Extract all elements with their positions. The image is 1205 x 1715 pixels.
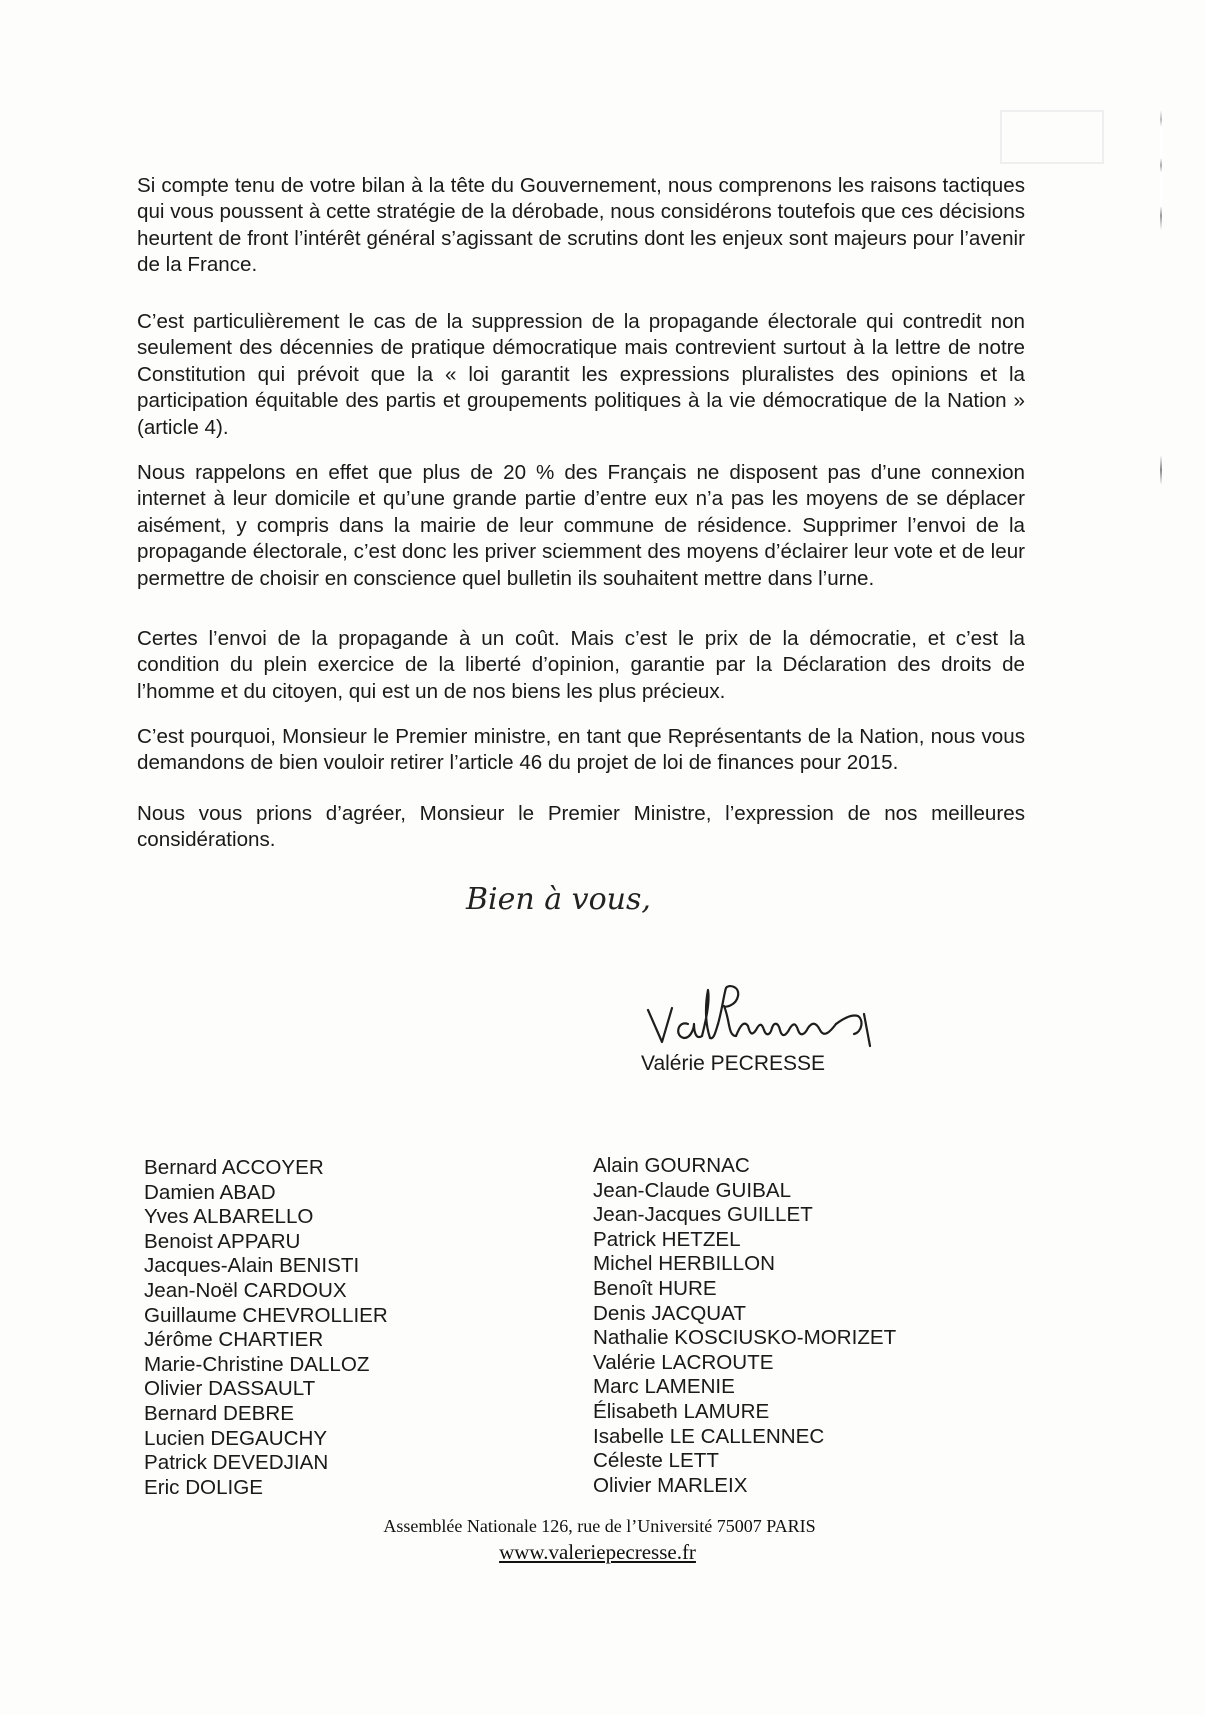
cosigner-name: Lucien DEGAUCHY	[144, 1426, 328, 1450]
cosigner-name: Jérôme CHARTIER	[144, 1328, 324, 1352]
cosigner-name: Olivier DASSAULT	[144, 1377, 316, 1401]
cosigner-name: Isabelle LE CALLENNEC	[593, 1424, 825, 1448]
scan-edge-marks	[1160, 110, 1162, 230]
cosigner-name: Benoist APPARU	[144, 1229, 301, 1253]
signer-name: Valérie PECRESSE	[641, 1052, 826, 1075]
cosigner-name: Marc LAMENIE	[593, 1375, 735, 1399]
cosigner-name: Élisabeth LAMURE	[593, 1399, 770, 1423]
handwritten-closing: Bien à vous,	[466, 882, 651, 917]
cosigner-name: Alain GOURNAC	[593, 1154, 750, 1177]
cosigner-name: Denis JACQUAT	[593, 1301, 746, 1325]
cosigner-name: Michel HERBILLON	[593, 1252, 775, 1276]
paragraph-2: C’est particulièrement le cas de la suppression de la propagande électorale qui contredit non seulement des décennies de pratique démocratique mais contrevient surtout à la lettre de notre Constitution qui prévoit que la « loi garantit les expressions pluralistes des opinions et la participation équitable des partis et groupements politiques à la vie démocratique de la Nation » (article 4).	[137, 310, 1025, 439]
cosigner-name: Marie-Christine DALLOZ	[144, 1352, 370, 1376]
cosigner-name: Damien ABAD	[144, 1180, 276, 1204]
show-through-letterhead	[1000, 110, 1104, 164]
scan-edge-marks	[1160, 455, 1162, 485]
cosigner-name: Bernard ACCOYER	[144, 1156, 324, 1179]
cosigner-name: Jean-Noël CARDOUX	[144, 1278, 347, 1302]
footer-address: Assemblée Nationale 126, rue de l’Université 75007 PARIS	[383, 1516, 816, 1536]
cosigner-name: Céleste LETT	[593, 1449, 719, 1473]
footer-website	[0, 1540, 1200, 1565]
cosigner-name: Patrick DEVEDJIAN	[144, 1451, 329, 1475]
paragraph-6: Nous vous prions d’agréer, Monsieur le Premier Ministre, l’expression de nos meilleures considérations.	[137, 802, 1025, 852]
paragraph-5: C’est pourquoi, Monsieur le Premier ministre, en tant que Représentants de la Nation, nous vous demandons de bien vouloir retirer l’article 46 du projet de loi de finances pour 2015.	[137, 725, 1025, 775]
cosigner-name: Benoît HURE	[593, 1276, 717, 1300]
cosigners-right-column	[593, 1154, 896, 1498]
paragraph-3: Nous rappelons en effet que plus de 20 % des Français ne disposent pas d’une connexion internet à leur domicile et qu’une grande partie d’entre eux n’a pas les moyens de se déplacer aisément, y compris dans la mairie de leur commune de résidence. Supprimer l’envoi de la propagande électorale, c’est donc les priver sciemment des moyens d’éclairer leur vote et de leur permettre de choisir en conscience quel bulletin ils souhaitent mettre dans l’urne.	[137, 461, 1025, 590]
cosigner-name: Nathalie KOSCIUSKO-MORIZET	[593, 1326, 897, 1350]
cosigner-name: Guillaume CHEVROLLIER	[144, 1303, 388, 1327]
cosigner-name: Bernard DEBRE	[144, 1401, 294, 1425]
cosigner-name: Jacques-Alain BENISTI	[144, 1254, 360, 1278]
cosigner-name: Patrick HETZEL	[593, 1227, 741, 1251]
cosigner-name: Eric DOLIGE	[144, 1475, 264, 1499]
paragraph-1: Si compte tenu de votre bilan à la tête du Gouvernement, nous comprenons les raisons tactiques qui vous poussent à cette stratégie de la dérobade, nous considérons toutefois que ces décisions heurtent de front l’intérêt général s’agissant de scrutins dont les enjeux sont majeurs pour l’avenir de la France.	[137, 174, 1025, 277]
cosigner-name: Valérie LACROUTE	[593, 1350, 774, 1374]
cosigners-left-column	[144, 1156, 388, 1500]
cosigner-name: Olivier MARLEIX	[593, 1473, 748, 1497]
cosigner-name: Yves ALBARELLO	[144, 1205, 314, 1229]
handwritten-signature	[640, 980, 910, 1050]
website-link[interactable]: www.valeriepecresse.fr	[499, 1540, 696, 1564]
paragraph-4: Certes l’envoi de la propagande à un coût. Mais c’est le prix de la démocratie, et c’est la condition du plein exercice de la liberté d’opinion, garantie par la Déclaration des droits de l’homme et du citoyen, qui est un de nos biens les plus précieux.	[137, 627, 1025, 703]
cosigner-name: Jean-Claude GUIBAL	[593, 1178, 792, 1202]
cosigner-name: Jean-Jacques GUILLET	[593, 1203, 813, 1227]
